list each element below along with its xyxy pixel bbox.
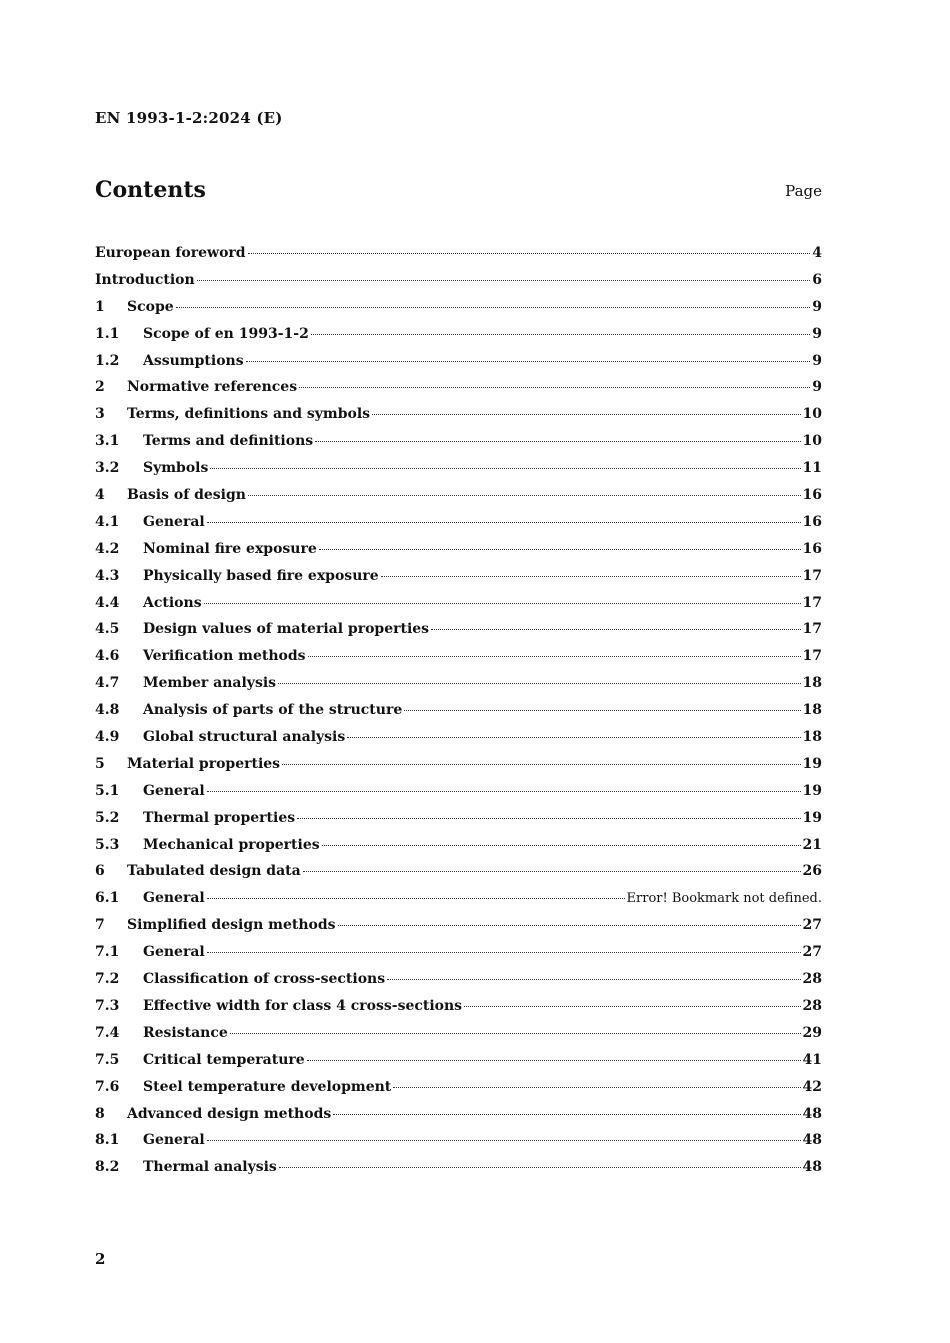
toc-entry-page: 4 <box>812 245 822 261</box>
toc-entry-title-link[interactable]: Nominal fire exposure <box>143 540 317 557</box>
toc-entry-title-link[interactable]: General <box>143 782 205 799</box>
toc-entry-page: 16 <box>802 513 822 530</box>
toc-entry-page: 16 <box>802 540 822 557</box>
toc-entry-title-link[interactable]: Analysis of parts of the structure <box>143 702 403 719</box>
toc-entry-title-link[interactable]: Actions <box>143 594 202 611</box>
toc-dot-leader <box>404 710 800 711</box>
toc-entry[interactable] <box>95 487 822 514</box>
table-of-contents <box>95 245 822 1186</box>
toc-entry-title-link[interactable]: Advanced design methods <box>127 1105 332 1122</box>
toc-entry[interactable] <box>95 541 822 568</box>
toc-entry-page: 28 <box>802 997 822 1014</box>
toc-entry-page: 26 <box>802 863 822 880</box>
toc-dot-leader <box>431 629 800 630</box>
toc-entry-title-link[interactable]: Member analysis <box>143 675 277 692</box>
toc-entry-title-link[interactable]: General <box>143 1132 205 1149</box>
toc-dot-leader <box>303 871 801 872</box>
toc-entry[interactable] <box>95 406 822 433</box>
toc-entry-number: 5.1 <box>95 782 120 799</box>
toc-entry[interactable] <box>95 621 822 648</box>
toc-entry-title-link[interactable]: Scope of en 1993-1-2 <box>143 325 309 342</box>
toc-entry-number: 2 <box>95 379 105 396</box>
toc-entry-number: 4.1 <box>95 513 120 530</box>
toc-entry[interactable] <box>95 514 822 541</box>
toc-entry[interactable] <box>95 648 822 675</box>
toc-entry[interactable] <box>95 1052 822 1079</box>
toc-entry-title-link[interactable]: Physically based fire exposure <box>143 567 379 584</box>
toc-entry-title-link[interactable]: General <box>143 944 205 961</box>
toc-dot-leader <box>297 818 800 819</box>
toc-entry[interactable] <box>95 379 822 406</box>
toc-entry-page: 41 <box>802 1051 822 1068</box>
toc-entry-page: 6 <box>812 271 822 288</box>
toc-entry-title-link[interactable]: Terms and definitions <box>143 433 314 450</box>
toc-entry-number: 4.3 <box>95 567 120 584</box>
toc-entry-page: 11 <box>802 460 822 477</box>
toc-entry-title-link[interactable]: Terms, definitions and symbols <box>127 406 371 423</box>
toc-entry[interactable] <box>95 729 822 756</box>
toc-entry[interactable] <box>95 299 822 326</box>
toc-entry[interactable] <box>95 272 822 299</box>
toc-entry[interactable] <box>95 1025 822 1052</box>
toc-entry-number: 1.1 <box>95 325 120 342</box>
toc-entry[interactable] <box>95 890 822 917</box>
toc-entry[interactable] <box>95 998 822 1025</box>
toc-entry-page: 17 <box>802 567 822 584</box>
toc-dot-leader <box>279 1167 801 1168</box>
toc-dot-leader <box>315 441 800 442</box>
toc-entry-title-link[interactable]: Steel temperature development <box>143 1078 392 1095</box>
toc-entry-page: 29 <box>802 1024 822 1041</box>
toc-entry-title-link[interactable]: Basis of design <box>127 487 246 504</box>
toc-dot-leader <box>372 414 800 415</box>
toc-entry[interactable] <box>95 675 822 702</box>
toc-dot-leader <box>207 898 625 899</box>
toc-entry-page: 18 <box>802 729 822 746</box>
toc-dot-leader <box>246 361 811 362</box>
toc-entry-title-link[interactable]: Mechanical properties <box>143 836 320 853</box>
toc-entry-page: 9 <box>812 379 822 396</box>
toc-entry[interactable] <box>95 863 822 890</box>
toc-entry-page: 19 <box>802 809 822 826</box>
toc-entry-title-link[interactable]: Resistance <box>143 1024 228 1041</box>
toc-entry-title-link[interactable]: Simplified design methods <box>127 917 336 934</box>
toc-entry-number: 4.2 <box>95 540 120 557</box>
toc-dot-leader <box>322 845 801 846</box>
toc-entry-page: 10 <box>802 433 822 450</box>
toc-entry-page: 19 <box>802 755 822 772</box>
toc-entry-page: 42 <box>802 1078 822 1095</box>
toc-entry-page: 16 <box>802 487 822 504</box>
toc-entry-number: 4.7 <box>95 675 120 692</box>
toc-entry[interactable] <box>95 245 822 272</box>
contents-heading: Contents <box>95 177 206 203</box>
toc-entry-number: 7.1 <box>95 944 120 961</box>
toc-dot-leader <box>307 1060 801 1061</box>
toc-entry-page: 10 <box>802 406 822 423</box>
toc-dot-leader <box>393 1087 800 1088</box>
toc-entry-number: 6.1 <box>95 890 120 907</box>
toc-entry[interactable] <box>95 783 822 810</box>
toc-entry-page: 48 <box>802 1132 822 1149</box>
toc-entry-title-link[interactable]: Symbols <box>143 460 209 477</box>
toc-entry[interactable] <box>95 810 822 837</box>
toc-entry[interactable] <box>95 326 822 353</box>
toc-entry-title-link[interactable]: Thermal analysis <box>143 1159 277 1176</box>
toc-entry-page: 17 <box>802 648 822 665</box>
toc-dot-leader <box>197 280 811 281</box>
toc-dot-leader <box>338 925 801 926</box>
toc-entry-number: 6 <box>95 863 105 880</box>
toc-entry-page: 9 <box>812 352 822 369</box>
toc-entry-page: 18 <box>802 702 822 719</box>
toc-entry-title-link[interactable]: Normative references <box>127 379 298 396</box>
toc-dot-leader <box>176 307 811 308</box>
toc-dot-leader <box>204 603 801 604</box>
toc-entry[interactable] <box>95 433 822 460</box>
toc-entry-title-link[interactable]: Assumptions <box>143 352 244 369</box>
toc-entry-page: 28 <box>802 971 822 988</box>
toc-entry-number: 4.6 <box>95 648 120 665</box>
toc-entry-page: 9 <box>812 325 822 342</box>
toc-entry[interactable] <box>95 944 822 971</box>
toc-dot-leader <box>248 495 801 496</box>
toc-entry[interactable] <box>95 568 822 595</box>
toc-entry-number: 1 <box>95 298 105 315</box>
toc-entry-title-link[interactable]: Material properties <box>127 755 281 772</box>
toc-dot-leader <box>333 1114 800 1115</box>
toc-entry[interactable] <box>95 1106 822 1133</box>
toc-entry[interactable] <box>95 460 822 487</box>
toc-entry-title-link[interactable]: Scope <box>127 298 174 315</box>
toc-entry[interactable] <box>95 756 822 783</box>
toc-dot-leader <box>299 387 810 388</box>
toc-entry-title-link[interactable]: Global structural analysis <box>143 729 346 746</box>
toc-entry-page: Error! Bookmark not defined. <box>626 891 822 907</box>
toc-entry-title-link[interactable]: General <box>143 890 205 907</box>
toc-entry-page: 19 <box>802 782 822 799</box>
toc-dot-leader <box>311 334 810 335</box>
toc-dot-leader <box>207 791 801 792</box>
toc-dot-leader <box>207 522 801 523</box>
toc-dot-leader <box>319 549 801 550</box>
page-column-label: Page <box>785 182 822 200</box>
toc-entry[interactable] <box>95 1132 822 1159</box>
toc-entry-number: 5.3 <box>95 836 120 853</box>
toc-entry[interactable] <box>95 595 822 622</box>
toc-entry-page: 48 <box>802 1159 822 1176</box>
toc-entry[interactable] <box>95 702 822 729</box>
toc-entry[interactable] <box>95 1159 822 1186</box>
toc-entry-number: 7 <box>95 917 105 934</box>
toc-dot-leader <box>347 737 800 738</box>
toc-entry-page: 9 <box>812 298 822 315</box>
toc-entry-number: 8.1 <box>95 1132 120 1149</box>
toc-entry-title-link[interactable]: Tabulated design data <box>127 863 301 880</box>
toc-entry-title-link[interactable]: European foreword <box>95 245 246 261</box>
toc-entry-number: 7.4 <box>95 1024 120 1041</box>
toc-dot-leader <box>387 979 800 980</box>
toc-entry-number: 3.2 <box>95 460 120 477</box>
toc-entry-number: 4 <box>95 487 105 504</box>
toc-entry[interactable] <box>95 971 822 998</box>
toc-entry-number: 4.4 <box>95 594 120 611</box>
toc-entry-page: 21 <box>802 836 822 853</box>
toc-entry-page: 27 <box>802 944 822 961</box>
toc-entry-title-link[interactable]: Thermal properties <box>143 809 296 826</box>
toc-dot-leader <box>230 1033 801 1034</box>
toc-dot-leader <box>381 576 801 577</box>
toc-dot-leader <box>282 764 800 765</box>
toc-entry-number: 5 <box>95 755 105 772</box>
toc-entry[interactable] <box>95 1079 822 1106</box>
toc-entry-title-link[interactable]: Design values of material properties <box>143 621 430 638</box>
toc-entry-number: 7.3 <box>95 997 120 1014</box>
toc-entry-page: 17 <box>802 621 822 638</box>
toc-entry-title-link[interactable]: Verification methods <box>143 648 306 665</box>
toc-entry-title-link[interactable]: General <box>143 513 205 530</box>
toc-entry-page: 18 <box>802 675 822 692</box>
toc-entry[interactable] <box>95 837 822 864</box>
toc-dot-leader <box>278 683 800 684</box>
toc-dot-leader <box>207 952 801 953</box>
toc-entry-number: 3 <box>95 406 105 423</box>
toc-entry-title-link[interactable]: Effective width for class 4 cross-sections <box>143 997 463 1014</box>
toc-entry-page: 48 <box>802 1105 822 1122</box>
toc-dot-leader <box>207 1140 801 1141</box>
page-number: 2 <box>95 1250 106 1268</box>
toc-entry-page: 17 <box>802 594 822 611</box>
toc-entry-title-link[interactable]: Introduction <box>95 271 195 288</box>
toc-entry-title-link[interactable]: Classification of cross-sections <box>143 971 386 988</box>
toc-entry-number: 7.6 <box>95 1078 120 1095</box>
toc-dot-leader <box>248 253 811 254</box>
toc-entry-number: 8.2 <box>95 1159 120 1176</box>
toc-entry-number: 4.5 <box>95 621 120 638</box>
toc-entry-number: 7.2 <box>95 971 120 988</box>
toc-entry-number: 8 <box>95 1105 105 1122</box>
toc-entry-number: 4.8 <box>95 702 120 719</box>
toc-entry[interactable] <box>95 917 822 944</box>
toc-entry-number: 4.9 <box>95 729 120 746</box>
document-identifier: EN 1993-1-2:2024 (E) <box>95 109 283 127</box>
toc-entry-number: 5.2 <box>95 809 120 826</box>
toc-entry-page: 27 <box>802 917 822 934</box>
toc-dot-leader <box>464 1006 800 1007</box>
toc-entry-number: 1.2 <box>95 352 120 369</box>
toc-entry-number: 7.5 <box>95 1051 120 1068</box>
toc-entry-title-link[interactable]: Critical temperature <box>143 1051 305 1068</box>
toc-dot-leader <box>210 468 800 469</box>
toc-entry[interactable] <box>95 353 822 380</box>
toc-entry-number: 3.1 <box>95 433 120 450</box>
toc-dot-leader <box>308 656 801 657</box>
